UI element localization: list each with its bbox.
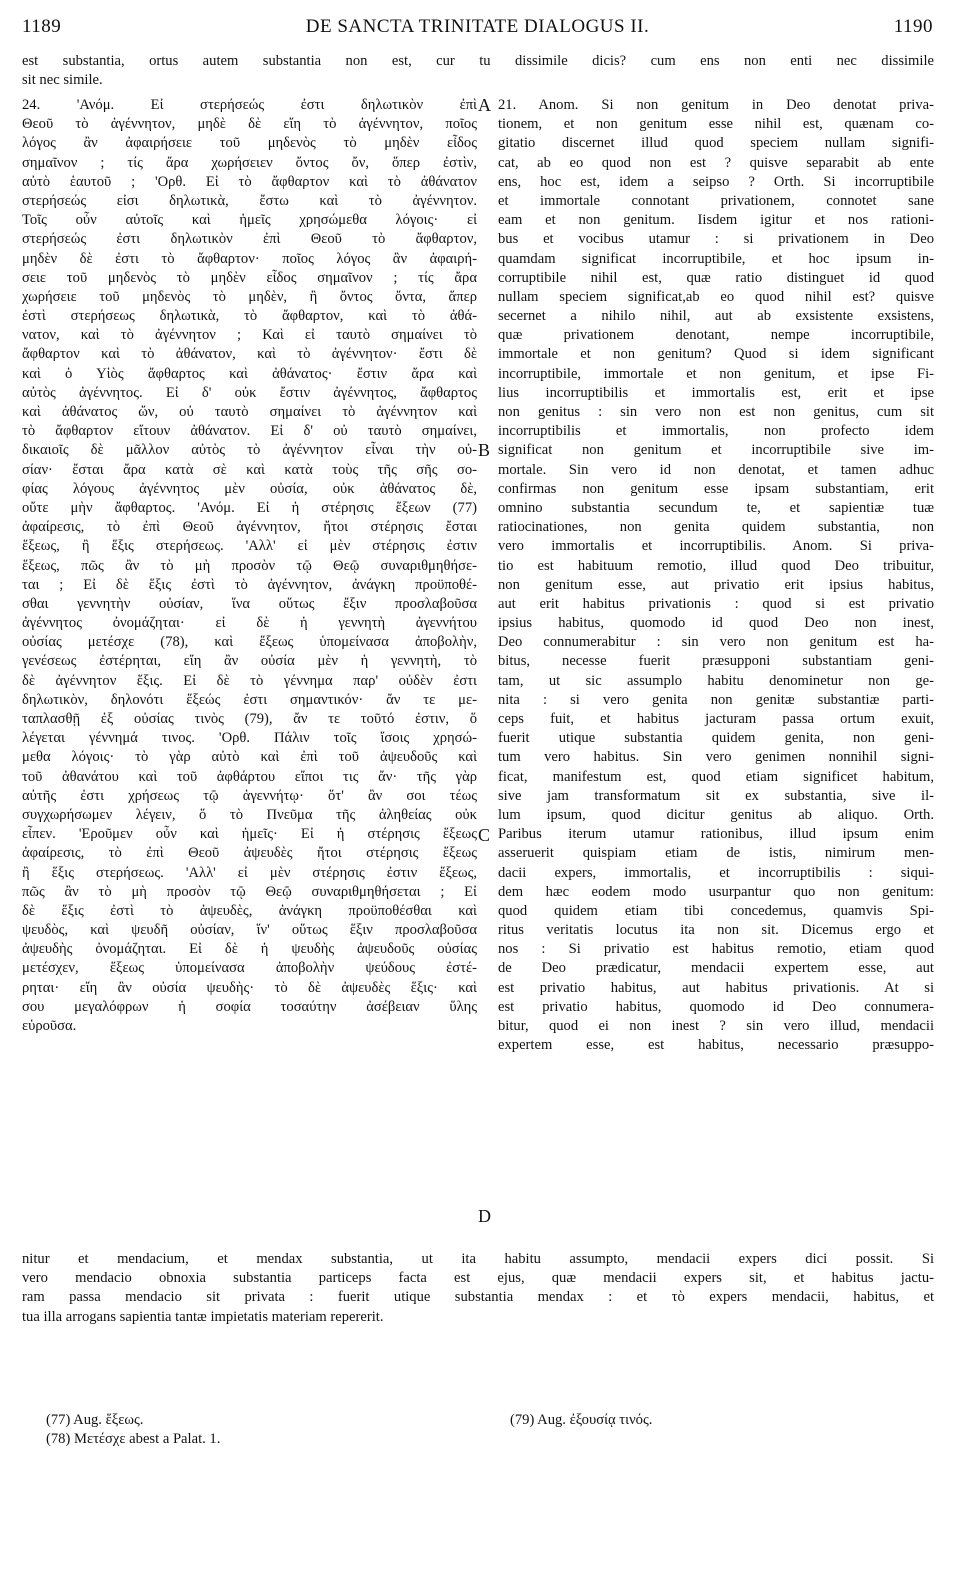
text-line: est substantia, ortus autem substantia non est, cur tu dissimile dicis? cum ens non enti nec dissimile: [22, 53, 934, 69]
text-line: τοῦ ἀθανάτου καὶ τοῦ ἀφθάρτου εἴποι τις ἄν· τῆς γὰρ: [22, 768, 477, 785]
text-line: expertem esse, est habitus, necessario præsuppo-: [498, 1037, 934, 1054]
text-line: et immortale connotant privationem, connotet sane: [498, 192, 934, 209]
footnotes-right: [510, 1411, 910, 1430]
text-line: ἕξεως, ἢ ἕξις στερήσεως. 'Αλλ' εἰ μὲν στέρησις ἐστιν: [22, 538, 477, 555]
text-line: quæ privationem denotant, nempe incorruptibile,: [498, 327, 934, 344]
text-line: est privatio habitus, aut habitus privationis. At si: [498, 979, 934, 996]
top-continuation: [22, 52, 934, 90]
text-line: incorruptibile, immortale et non genitum, et ipse Fi-: [498, 365, 934, 382]
text-line: est privatio habitus, quomodo id Deo connumera-: [498, 998, 934, 1015]
text-line: eam et non genitum. Iisdem igitur et nos rationi-: [498, 212, 934, 229]
text-line: tua illa arrogans sapientia tantæ impietatis materiam repererit.: [22, 1308, 384, 1325]
column-number-right: 1190: [893, 16, 933, 37]
text-line: συγχωρήσωμεν λέγειν, ὅ τὸ Πνεῦμα τῆς ἀληθείας οὐκ: [22, 806, 477, 823]
text-line: non genitum esse, aut privatio erit ipsius habitus,: [498, 576, 934, 593]
text-line: nullam speciem significat,ab eo quod nihil est? quisve: [498, 288, 934, 305]
text-line: Θεοῦ τὸ ἀγέννητον, μηδὲ δὲ εἴη τὸ ἀγέννητον, ποῖος: [22, 116, 477, 133]
greek-column: [22, 96, 477, 1036]
text-line: οὐσίας μετέσχε (78), καὶ ἕξεως ὑπομείνασα ἀποβολὴν,: [22, 634, 477, 651]
text-line: dacii expers, immortalis, et incorruptibilis : siqui-: [498, 864, 934, 881]
text-line: εὑροῦσα.: [22, 1018, 77, 1034]
text-line: σειε τοῦ μηδενὸς τὸ μηδὲν εἶδος σημαῖνον ; τίς ἄρα: [22, 269, 477, 286]
text-line: σου μεγαλόφρων ἡ σοφία τοσαύτην ἀσέβειαν ὕλης: [22, 998, 477, 1015]
text-line: bitur, quod ei non inest ? sin vero illud, mendacii: [498, 1018, 934, 1034]
text-line: δὲ ἀγέννητον ἕξις. Εἰ δὲ τὸ γέννημα παρ' οὐδὲν ἐστι: [22, 672, 477, 689]
text-line: tum vero habitus. Sin vero genimen nonnihil signi-: [498, 749, 934, 766]
footnote: (77) Aug. ἕξεως.: [46, 1412, 144, 1428]
text-line: fuerit utique substantia quidem genita, non geni-: [498, 730, 934, 747]
text-line: σημαῖνον ; τίς ἄρα χωρήσειεν ὄντος ὄν, ὅπερ ἐστὶν,: [22, 154, 477, 171]
text-line: tio est habituum remotio, illud quod Deo tribuitur,: [498, 557, 934, 574]
text-line: ficat, manifestum est, quod etiam significet habitum,: [498, 768, 934, 785]
text-line: καὶ ὁ Υἱὸς ἄφθαρτος καὶ ἀθάνατος· ἔστιν ἄρα καὶ: [22, 365, 477, 382]
text-line: στερήσεώς εἰσι δηλωτικὰ, ἔστω καὶ τὸ ἀγέννητον.: [22, 192, 477, 209]
text-line: δικαιοῖς δὲ μᾶλλον αὐτὸς τὸ ἀγέννητον εἶναι τὴν οὐ-: [22, 442, 477, 459]
text-line: ἀγέννητος ὀνομάζηται· εἰ δὲ ἡ γεννητὴ ἀγεννήτου: [22, 615, 477, 632]
text-line: πῶς ἂν τὸ μὴ προσὸν τῷ Θεῷ συναριθμηθήσεται ; Εἰ: [22, 883, 477, 900]
text-line: confirmas non genitum esse ipsam substantiam, erit: [498, 480, 934, 497]
column-number-left: 1189: [22, 16, 62, 37]
text-line: sive jam transformatum sit ex substantia, sive il-: [498, 787, 934, 804]
text-line: ceps fuit, et habitus jacturam passa ortum exuit,: [498, 711, 934, 727]
text-line: 24. 'Ανόμ. Εἰ στερήσεώς ἐστι δηλωτικὸν ἐπὶ: [22, 97, 477, 113]
text-line: bus et vocibus utamur : si privationem in Deo: [498, 231, 934, 248]
text-line: sit nec simile.: [22, 72, 103, 89]
text-line: ἐστὶ στερήσεως δηλωτικὰ, τὸ ἄφθαρτον, καὶ τὸ ἀθά-: [22, 308, 477, 325]
text-line: τὸ ἄφθαρτον εἴτουν ἀθάνατον. Εἰ δ' οὐ ταυτὸ σημαίνει,: [22, 423, 477, 440]
text-line: φίας λόγους ἀγέννητος μὲν οὐσία, οὐκ ἀθάνατος δὲ,: [22, 480, 477, 497]
text-line: omnino substantia secundum te, et sapientiæ tuæ: [498, 499, 934, 516]
text-line: quod quidem etiam tibi concedemus, quamvis Spi-: [498, 902, 934, 919]
text-line: ται ; Εἰ δὲ ἕξις ἐστὶ τὸ ἀγέννητον, ἀνάγκη προϋποθέ-: [22, 576, 477, 593]
text-line: dem hæc eodem modo usurpantur quo non genitum:: [498, 883, 934, 900]
text-line: μηδὲν δὲ ἐστι τὸ ἄφθαρτον· ποῖος λόγος ἂν ἀφαιρή-: [22, 250, 477, 267]
margin-letter: D: [478, 1206, 491, 1226]
text-line: immortale et non genitum? Quod si idem significant: [498, 346, 934, 363]
text-line: ψευδὸς, καὶ ψευδῆ οὐσίαν, ἵν' οὕτως ἕξιν προσλαβοῦσα: [22, 922, 477, 939]
text-line: ἀφαίρεσις, τὸ ἐπὶ Θεοῦ ἀγέννητον, ἤτοι στέρησις ἔσται: [22, 519, 477, 536]
text-line: vero mendacio obnoxia substantia particeps facta est ejus, quæ mendacii expers sit, et habitus jactu-: [22, 1270, 934, 1287]
text-line: nitur et mendacium, et mendax substantia, ut ita habitu assumpto, mendacii expers dici possit. Si: [22, 1251, 934, 1267]
text-line: καὶ ἀθάνατος ὤν, οὐ ταυτὸ σημαίνει τὸ ἀγέννητον καὶ: [22, 404, 477, 420]
footnote: (79) Aug. ἐξουσίᾳ τινός.: [510, 1412, 653, 1428]
text-line: ρηται· εἴη ἂν οὐσία ψευδὴς· τὸ δὲ ἀψευδὲς ἕξις· καὶ: [22, 979, 477, 996]
text-line: tam, ut sic assumplo habitu denominetur non ge-: [498, 672, 934, 689]
text-line: γενέσεως ἐστέρηται, εἴη ἂν οὐσία μὲν ἡ γεννητὴ, τὸ: [22, 653, 477, 670]
text-line: δηλωτικὸν, δηλονότι ἕξεώς ἐστι σημαντικόν· ἄν τε με-: [22, 691, 477, 708]
text-line: ἕξεως, πῶς ἂν τὸ μὴ προσὸν τῷ Θεῷ συναριθμηθήσε-: [22, 557, 477, 574]
margin-letter: C: [478, 825, 491, 845]
text-line: Τοῖς οὖν αὐτοῖς καὶ ἡμεῖς χρησώμεθα λόγοις· εἰ: [22, 212, 477, 229]
text-line: cat, ab eo quod non est ? quisve separabit ab ente: [498, 154, 934, 171]
text-line: lius incorruptibilis et immortalis est, erit et ipse: [498, 384, 934, 401]
text-line: mortale. Sin vero id non denotat, et tamen adhuc: [498, 461, 934, 478]
text-line: quamdam significat incorruptibile, et hoc ipsum in-: [498, 250, 934, 267]
text-line: αὐτὸς ἀγέννητος. Εἰ δ' οὐκ ἔστιν ἀγέννητος, ἄφθαρτος: [22, 384, 477, 401]
text-line: bitus, necesse fuerit præsupponi substantiam geni-: [498, 653, 934, 670]
margin-letter: B: [478, 440, 491, 460]
text-line: χωρήσειε τοῦ μηδενὸς τὸ μηδὲν, ἢ ὄντος ὄντα, ἅπερ: [22, 288, 477, 305]
text-line: νατον, καὶ τὸ ἀγέννητον ; Καὶ εἰ ταυτὸ σημαίνει τὸ: [22, 327, 477, 344]
text-line: ens, hoc est, idem a seipso ? Orth. Si incorruptibile: [498, 173, 934, 190]
full-width-continuation: [22, 1250, 934, 1327]
text-line: λόγος ἂν ἀφαιρήσειε τοῦ μηδενὸς τὸ μηδὲν εἶδος: [22, 135, 477, 152]
text-line: ἢ ἕξις στερήσεως. 'Αλλ' εἰ μὲν στέρησις ἐστιν ἕξεως,: [22, 864, 477, 881]
text-line: lum ipsum, quod dicitur genitus ab aliquo. Orth.: [498, 806, 934, 823]
text-line: ἄφθαρτον καὶ τὸ ἀθάνατον, καὶ τὸ ἀγέννητον· ἔστι δὲ: [22, 346, 477, 363]
text-line: ratiocinationes, non genita quidem substantia, non: [498, 519, 934, 536]
text-line: αὐτὸ ἑαυτοῦ ; 'Ορθ. Εἰ τὸ ἄφθαρτον καὶ τὸ ἀθάνατον: [22, 173, 477, 190]
text-line: εἶπεν. 'Ερoῦμεν οὖν καὶ ἡμεῖς· Εἰ ἡ στέρησις ἕξεως: [22, 826, 477, 843]
text-line: aut erit habitus privationis : quod si est privatio: [498, 595, 934, 612]
text-line: incorruptibilis et immortalis, non profecto idem: [498, 423, 934, 440]
text-line: Deo connumerabitur : sin vero non genitum est ha-: [498, 634, 934, 651]
text-line: δὲ ἕξις ἐστὶ τὸ ἀψευδὲς, ἀνάγκη προϋποθέσθαι καὶ: [22, 902, 477, 919]
text-line: vero immortalis et incorruptibilis. Anom. Si priva-: [498, 538, 934, 555]
latin-column: [498, 96, 934, 1055]
text-line: οὔτε μὴν ἄφθαρτος. 'Ανόμ. Εἰ ἡ στέρησις ἕξεων (77): [22, 499, 477, 516]
text-line: ipsius habitus, quomodo id quod Deo non inest,: [498, 615, 934, 632]
text-line: μετέσχεν, ἕξεως ὑπομείνασα ἀποβολὴν ψεύδους ἐστέ-: [22, 960, 477, 977]
text-line: ritus veritatis locutus ita non sit. Dicemus ergo et: [498, 922, 934, 939]
text-line: corruptibile nihil est, quæ ratio distinguet id quod: [498, 269, 934, 286]
text-line: significat non genitum et incorruptibile sive im-: [498, 442, 934, 459]
text-line: στερήσεώς ἐστι δηλωτικὸν ἐπὶ Θεοῦ τὸ ἄφθαρτον,: [22, 231, 477, 248]
text-line: ταπλασθῇ ἐξ οὐσίας τινὸς (79), ἄν τε τοῦτό ἐστιν, ὅ: [22, 711, 477, 727]
text-line: non genitus : sin vero non est non genitus, cum sit: [498, 404, 934, 420]
text-line: de Deo prædicatur, mendacii expertem esse, aut: [498, 960, 934, 977]
text-line: nita : si vero genita non genitæ substantiæ parti-: [498, 691, 934, 708]
text-line: λέγεται γέννημά τινος. 'Ορθ. Πάλιν τοῖς ἴσοις χρησώ-: [22, 730, 477, 747]
text-line: μεθα λόγοις· τὸ γὰρ αὐτὸ καὶ ἐπὶ τοῦ ἀψευδοῦς καὶ: [22, 749, 477, 766]
text-line: αὐτῆς ἐστι χρήσεως τῷ ἀγεννήτῳ· ὅτ' ἂν σοι τέως: [22, 787, 477, 804]
text-line: ram passa mendacio sit privata : fuerit utique substantia mendax : et τὸ expers mendacii, habitus, et: [22, 1289, 934, 1306]
text-line: Paribus iterum utamur rationibus, illud ipsum enim: [498, 826, 934, 843]
text-line: tionem, et non genitum esse nihil est, quænam co-: [498, 116, 934, 133]
text-line: 21. Anom. Si non genitum in Deo denotat priva-: [498, 97, 934, 113]
text-line: σθαι γεννητὴν οὐσίαν, ἵνα οὕτως ἔξιν προσλαβοῦσα: [22, 595, 477, 612]
margin-letter: A: [478, 95, 491, 115]
text-line: σίαν· ἔσται ἄρα κατὰ σὲ καὶ κατὰ τοὺς τῆς σῆς σο-: [22, 461, 477, 478]
text-line: secernet a nihilo nihil, aut ab exsistente exsistens,: [498, 308, 934, 325]
footnote: (78) Μετέσχε abest a Palat. 1.: [46, 1431, 221, 1448]
running-title: DE SANCTA TRINITATE DIALOGUS II.: [305, 16, 650, 37]
running-header: [22, 10, 933, 40]
footnotes-left: [46, 1411, 446, 1449]
text-line: ἀψευδὴς ὀνομάζηται. Εἰ δὲ ἡ ψευδὴς ἀψευδοῦς οὐσίας: [22, 941, 477, 958]
text-line: asseruerit quispiam etiam de istis, nimirum men-: [498, 845, 934, 862]
text-line: gitatio discernet illud quod speciem nullam signifi-: [498, 135, 934, 152]
text-line: ἀφαίρεσις, τὸ ἐπὶ Θεοῦ ἀψευδὲς ἤτοι στέρησις ἕξεως: [22, 845, 477, 862]
text-line: nos : Si privatio est habitus remotio, etiam quod: [498, 941, 934, 958]
